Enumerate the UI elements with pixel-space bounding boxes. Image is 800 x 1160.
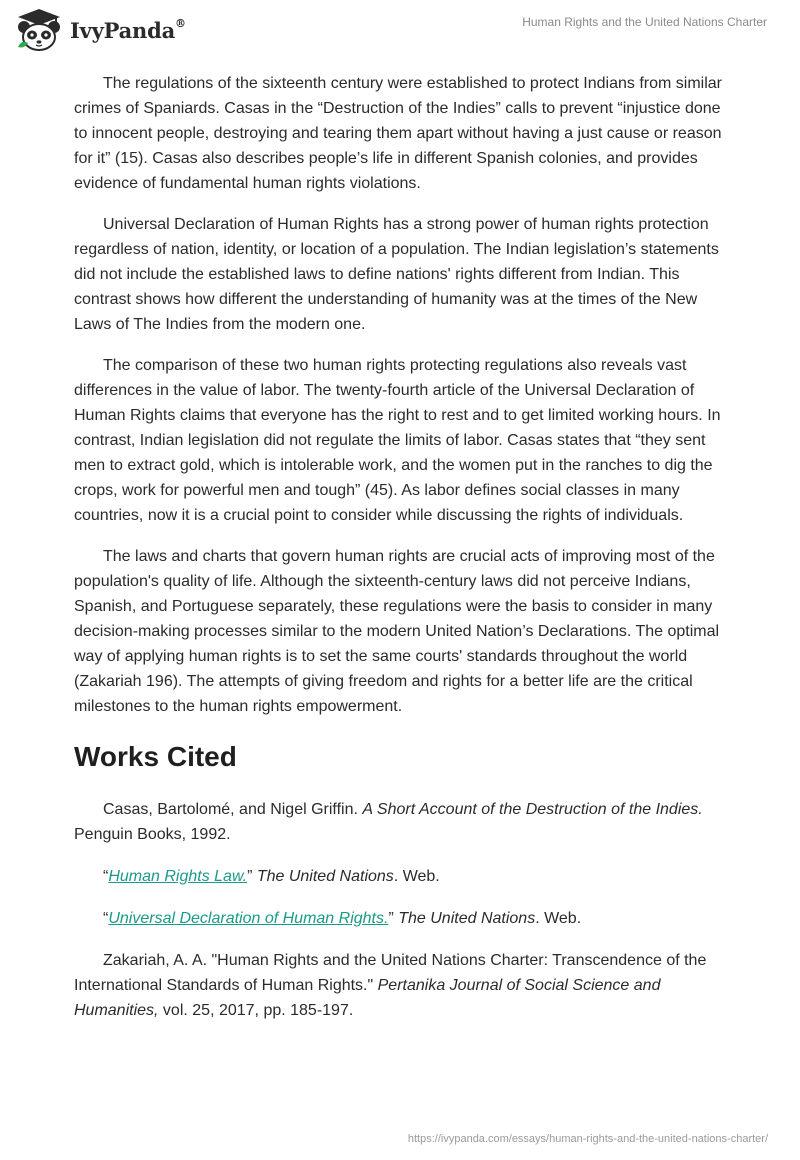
paragraph: The laws and charts that govern human rights are crucial acts of improving most of the population's quality of life. Although the sixteenth-century laws did not perceive Indians, Spanish, and Portuguese separately, these regulations were the basis to consider in many decision-making processes similar to the modern United Nation’s Declarations. The optimal way of applying human rights is to set the same courts' standards throughout the world (Zakariah 196). The attempts of giving freedom and rights for a better life are the critical milestones to the human rights empowerment. — [74, 548, 720, 715]
open-quote: “ — [103, 868, 109, 885]
paragraph: The comparison of these two human rights protecting regulations also reveals vast differences in the value of labor. The twenty-fourth article of the Universal Declaration of Human Rights claims that everyone has the right to rest and to get limited working hours. In contrast, Indian legislation did not regulate the limits of labor. Casas states that “they sent men to extract gold, which is intolerable work, and the women put in the ranches to dig the crops, work for powerful men and tough” (45). As labor defines social classes in many countries, now it is a crucial point to consider while discussing the rights of individuals. — [74, 357, 721, 524]
citation-journal: Pertanika Journal of Social Science and Humanities, — [74, 977, 661, 1019]
citation-publisher: Penguin Books, 1992. — [74, 826, 231, 843]
essay-body — [74, 71, 734, 1040]
close-quote: ” — [247, 868, 253, 885]
citation-title: A Short Account of the Destruction of the Indies. — [362, 801, 703, 818]
citation-medium: . Web. — [393, 868, 440, 885]
human-rights-law-link[interactable]: Human Rights Law. — [108, 868, 248, 885]
citation-authors: Casas, Bartolomé, and Nigel Griffin. — [103, 801, 363, 818]
brand-logo[interactable] — [14, 7, 186, 53]
page-header — [0, 0, 800, 62]
citation-source: The United Nations — [252, 868, 394, 885]
paragraph: Universal Declaration of Human Rights has a strong power of human rights protection regardless of nation, identity, or location of a population. The Indian legislation’s statements did not include the established laws to define nations' rights different from Indian. This contrast shows how different the understanding of humanity was at the times of the New Laws of The Indies from the modern one. — [74, 216, 719, 333]
udhr-link[interactable]: Universal Declaration of Human Rights. — [108, 910, 389, 927]
citation-entry — [74, 797, 734, 847]
open-quote: “ — [103, 910, 109, 927]
source-url: https://ivypanda.com/essays/human-rights-and-the-united-nations-charter/ — [407, 1133, 768, 1145]
citation-details: vol. 25, 2017, pp. 185-197. — [158, 1002, 354, 1019]
brand-name: IvyPanda® — [70, 16, 186, 43]
citation-entry — [74, 906, 734, 931]
citation-entry — [74, 864, 734, 889]
paragraph: The regulations of the sixteenth century were established to protect Indians from similar crimes of Spaniards. Casas in the “Destruction of the Indies” calls to prevent “injustice done to innocent people, destroying and tearing them apart without having a just cause or reason for it” (15). Casas also describes people’s life in different Spanish colonies, and provides evidence of fundamental human rights violations. — [74, 75, 722, 192]
close-quote: ” — [388, 910, 394, 927]
registered-mark: ® — [175, 16, 186, 30]
citation-source: The United Nations — [393, 910, 536, 927]
citation-medium: . Web. — [535, 910, 582, 927]
document-title: Human Rights and the United Nations Charter — [522, 15, 767, 29]
panda-graduate-icon — [14, 7, 64, 53]
citation-authors: Zakariah, A. A. "Human Rights and the United Nations Charter: Transcendence of the International Standards of Human Rights." — [74, 952, 707, 994]
works-cited-heading: Works Cited — [74, 741, 237, 772]
citation-entry — [74, 948, 734, 1023]
